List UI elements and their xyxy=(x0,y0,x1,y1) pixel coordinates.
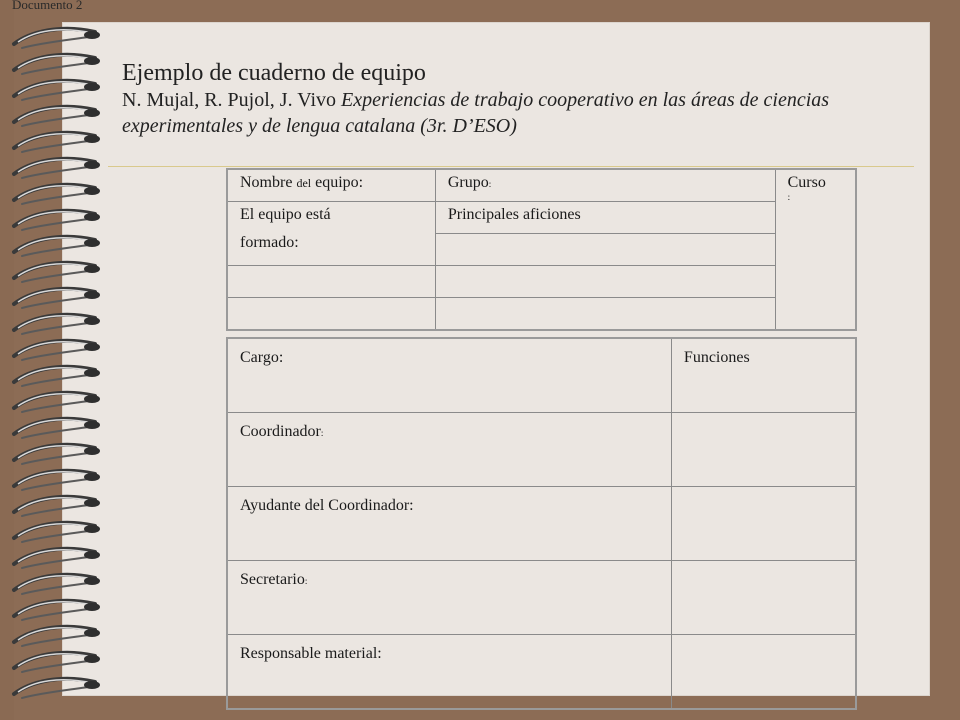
role-row xyxy=(227,561,671,635)
spiral-coil xyxy=(14,653,100,672)
role-row xyxy=(227,635,671,710)
spiral-coil xyxy=(14,211,100,230)
team-name-label: Nombre xyxy=(240,174,293,191)
role-label: Responsable material: xyxy=(240,645,382,662)
role-function-cell[interactable] xyxy=(671,561,856,635)
team-members-header-cell xyxy=(227,202,435,234)
spiral-coil xyxy=(14,81,100,100)
role-label: Ayudante del Coordinador: xyxy=(240,497,414,514)
funciones-header-cell xyxy=(671,338,856,413)
citation xyxy=(122,87,912,139)
spiral-coil xyxy=(14,523,100,542)
member-row-2[interactable] xyxy=(227,266,435,298)
role-function-cell[interactable] xyxy=(671,413,856,487)
spiral-coil xyxy=(14,159,100,178)
group-colon: : xyxy=(488,179,492,189)
spiral-coil xyxy=(14,107,100,126)
group-label: Grupo xyxy=(447,174,489,191)
course-label: Curso xyxy=(787,174,826,191)
roles-table xyxy=(226,337,857,710)
page-title: Ejemplo de cuaderno de equipo xyxy=(122,60,426,86)
spiral-coil xyxy=(14,133,100,152)
role-function-cell[interactable] xyxy=(671,635,856,710)
spiral-coil xyxy=(14,549,100,568)
role-function-cell[interactable] xyxy=(671,487,856,561)
role-label: Coordinador xyxy=(240,423,321,440)
role-colon: : xyxy=(304,576,308,586)
authors-text: N. Mujal, R. Pujol, J. Vivo xyxy=(122,89,337,111)
spiral-coil xyxy=(14,471,100,490)
book-title-text: Experiencias de trabajo cooperativo en las áreas de ciencias experimentales y de lengua catalana (3r. D’ESO) xyxy=(122,89,830,137)
group-cell[interactable] xyxy=(435,169,775,202)
title-divider xyxy=(108,166,914,167)
role-label: Secretario xyxy=(240,571,305,588)
spiral-coil xyxy=(14,419,100,438)
role-row xyxy=(227,487,671,561)
team-table xyxy=(226,168,857,331)
spiral-coil xyxy=(14,315,100,334)
course-cell[interactable] xyxy=(775,169,856,330)
spiral-coil xyxy=(14,627,100,646)
spiral-coil xyxy=(14,445,100,464)
spiral-coil xyxy=(14,679,100,698)
team-name-rest: equipo: xyxy=(315,174,364,191)
team-members-label-1: El equipo está xyxy=(240,206,331,223)
cargo-header: Cargo: xyxy=(240,349,284,366)
team-name-del: del xyxy=(296,176,312,190)
spiral-coil xyxy=(14,575,100,594)
role-colon: : xyxy=(320,428,324,438)
funciones-header: Funciones xyxy=(683,349,750,366)
title-block xyxy=(122,60,912,139)
spiral-coil xyxy=(14,289,100,308)
role-row xyxy=(227,413,671,487)
spiral-coil xyxy=(14,29,100,48)
hobby-row-1[interactable] xyxy=(435,234,775,266)
cargo-header-cell xyxy=(227,338,671,413)
spiral-coil xyxy=(14,601,100,620)
spiral-coil xyxy=(14,341,100,360)
hobbies-label: Principales aficiones xyxy=(447,206,581,223)
spiral-binding-icon xyxy=(0,0,110,720)
team-members-label-2: formado: xyxy=(240,233,299,251)
document-label: Documento 2 xyxy=(12,0,83,12)
hobby-row-2[interactable] xyxy=(435,266,775,298)
spiral-coil xyxy=(14,393,100,412)
spiral-coil xyxy=(14,497,100,516)
hobbies-header-cell xyxy=(435,202,775,234)
spiral-coil xyxy=(14,185,100,204)
spiral-coil xyxy=(14,55,100,74)
spiral-coil xyxy=(14,367,100,386)
member-row-1[interactable] xyxy=(227,234,435,266)
spiral-coil xyxy=(14,263,100,282)
hobby-row-3[interactable] xyxy=(435,298,775,331)
member-row-3[interactable] xyxy=(227,298,435,331)
course-colon: : xyxy=(787,192,791,202)
team-name-cell[interactable] xyxy=(227,169,435,202)
spiral-coil xyxy=(14,237,100,256)
